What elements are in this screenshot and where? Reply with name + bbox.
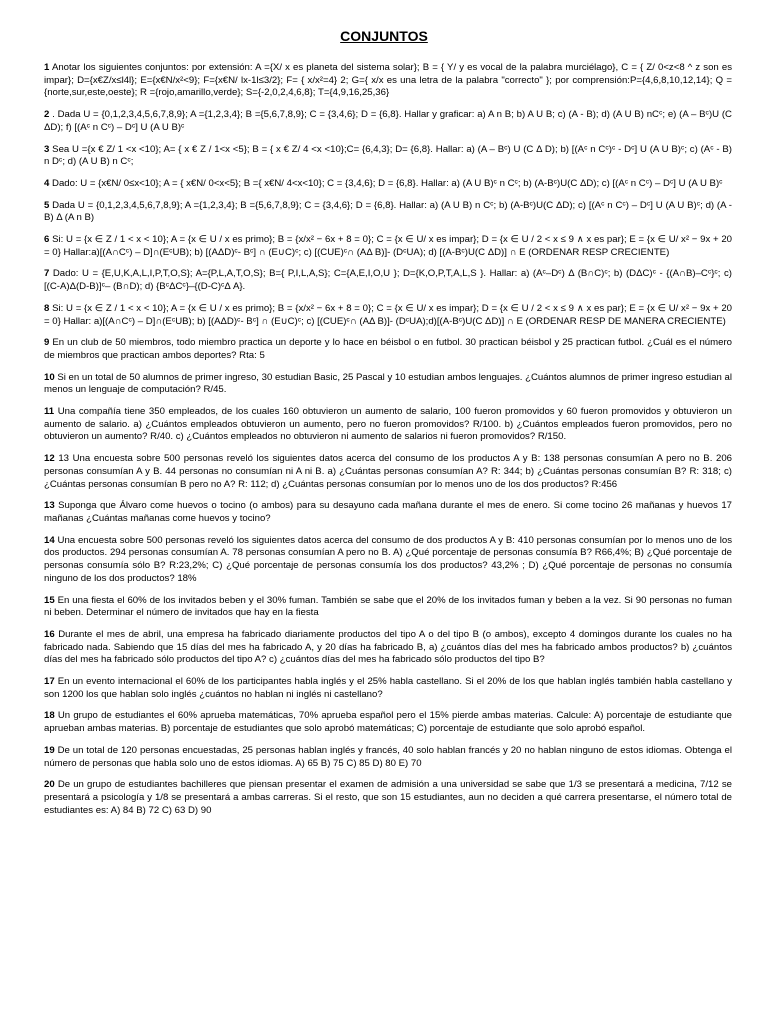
exercise-item	[44, 406, 732, 444]
exercise-text: Un grupo de estudiantes el 60% aprueba matemáticas, 70% aprueba español pero el 15% pierde ambas materias. Calcule: A) porcentaje de estudiante que aprueban ambas materias. B) porcentaje de estudiantes que solo aprobó matemáticas; C) porcentaje de estudiante que solo aprobó español.	[44, 710, 732, 735]
exercise-number: 18	[44, 710, 55, 722]
exercise-item	[44, 500, 732, 525]
exercise-spacer	[44, 100, 732, 109]
exercise-item	[44, 535, 732, 586]
exercise-text: De un grupo de estudiantes bachilleres que piensan presentar el examen de admisión a una universidad se sabe que 1/3 se presentará a medicina, 7/12 se presentará a psicología y 1/8 se presentará a ambas carreras. Si el resto, que son 15 estudiantes, aun no deciden a qué carrera presentarse, el número total de estudiantes es: A) 84 B) 72 C) 63 D) 90	[44, 779, 732, 816]
exercise-item	[44, 595, 732, 620]
exercise-number: 6	[44, 234, 50, 246]
exercise-spacer	[44, 363, 732, 372]
exercise-item	[44, 268, 732, 293]
exercise-item	[44, 337, 732, 362]
exercise-spacer	[44, 736, 732, 745]
exercise-item	[44, 453, 732, 491]
exercise-spacer	[44, 328, 732, 337]
exercise-number: 20	[44, 779, 55, 791]
exercise-spacer	[44, 526, 732, 535]
exercise-number: 10	[44, 371, 55, 383]
exercise-spacer	[44, 259, 732, 268]
exercise-text: Una compañía tiene 350 empleados, de los cuales 160 obtuvieron un aumento de salario, 100 fueron promovidos y 60 fueron promovidos y obtuvieron un aumento de salario. a) ¿Cuántos empleados obtuvieron un aumento, pero no fueron promovidos? R/100. b) ¿Cuántos empleados fueron promovidos, pero no obtuvieron un aumento? R/40. c) ¿Cuántos empleados no obtuvieron ni aumento de salarios ni fueron promovidos? R/150.	[44, 406, 732, 443]
exercise-number: 19	[44, 744, 55, 756]
exercise-number: 17	[44, 676, 55, 688]
exercise-number: 9	[44, 337, 50, 349]
exercise-item	[44, 234, 732, 259]
exercise-item	[44, 676, 732, 701]
exercise-item	[44, 779, 732, 817]
exercise-list	[44, 62, 732, 817]
exercise-number: 3	[44, 143, 50, 155]
exercise-item	[44, 710, 732, 735]
exercise-text: Dada U = {0,1,2,3,4,5,6,7,8,9}; A ={1,2,3,4}; B ={5,6,7,8,9}; C = {3,4,6}; D = {6,8}. Hallar: a) (A U B) n Cᶜ; b) (A-Bᶜ)U(C ΔD); c) [(Aᶜ n Cᶜ) – Dᶜ] U (A U B)ᶜ; d) (A - B) Δ (A n B)	[44, 199, 732, 224]
exercise-spacer	[44, 491, 732, 500]
exercise-number: 11	[44, 406, 55, 418]
exercise-text: Si en un total de 50 alumnos de primer ingreso, 30 estudian Basic, 25 Pascal y 10 estudian ambos lenguajes. ¿Cuántos alumnos de primer ingreso estudian al menos un lenguaje de computación? R/45.	[44, 371, 732, 396]
exercise-number: 4	[44, 177, 50, 189]
exercise-text: Durante el mes de abril, una empresa ha fabricado diariamente productos del tipo A o del tipo B (o ambos), excepto 4 domingos durante los cuales no ha fabricado nada. Sabiendo que 15 días del mes ha fabricado A, y 20 días ha fabricado B, a) ¿cuántos días del mes ha fabricado ambos productos? b) ¿cuántos días del mes ha fabricado sólo productos del tipo A? c) ¿cuántos días del mes ha fabricado sólo productos del tipo B?	[44, 628, 732, 666]
exercise-number: 5	[44, 199, 50, 211]
exercise-item	[44, 629, 732, 667]
exercise-number: 16	[44, 628, 55, 640]
exercise-number: 7	[44, 268, 50, 280]
exercise-number: 2	[44, 109, 50, 121]
exercise-item	[44, 303, 732, 328]
exercise-spacer	[44, 701, 732, 710]
exercise-text: Si: U = {x ∈ Z / 1 < x < 10}; A = {x ∈ U / x es primo}; B = {x/x² − 6x + 8 = 0}; C = {x ∈ U/ x es impar}; D = {x ∈ U / 2 < x ≤ 9 ∧ x es par}; E = {x ∈ U/ x² − 9x + 20 = 0} Hallar: a)[(A∩Cᶜ) – D]∩(EᶜUB); b) [(AΔD)ᶜ- Bᶜ] ∩ (E∪C)ᶜ; c) [(CUE)ᶜ∩ (AΔ B)]- (DᶜUA);d)[(A-Bᶜ)U(C ΔD)] ∩ E (ORDENAR RESP DE MANERA CRECIENTE)	[44, 302, 732, 327]
exercise-item	[44, 109, 732, 134]
exercise-spacer	[44, 444, 732, 453]
exercise-number: 15	[44, 594, 55, 606]
exercise-text: En una fiesta el 60% de los invitados beben y el 30% fuman. También se sabe que el 20% de los invitados fuman y beben a la vez. Si 90 personas no fuman ni beben. Determinar el número de invitados que hay en la fiesta	[44, 594, 732, 619]
exercise-text: En un evento internacional el 60% de los participantes habla inglés y el 25% habla castellano. Si el 20% de los que hablan inglés también habla castellano y son 1200 los que hablan solo inglés ¿cuántos no hablan ni inglés ni castellano?	[44, 676, 732, 700]
exercise-number: 12	[44, 453, 55, 465]
exercise-spacer	[44, 294, 732, 303]
exercise-item	[44, 200, 732, 225]
exercise-item	[44, 62, 732, 100]
exercise-number: 14	[44, 534, 55, 546]
exercise-spacer	[44, 770, 732, 779]
exercise-text: Suponga que Álvaro come huevos o tocino (o ambos) para su desayuno cada mañana durante el mes de enero. Si come tocino 26 mañanas y huevos 17 mañanas ¿Cuántas mañanas come huevos y tocino?	[44, 500, 732, 524]
exercise-text: Sea U ={x € Z/ 1 <x <10}; A= { x € Z / 1<x <5}; B = { x € Z/ 4 <x <10};C= {6,4,3}; D= {6,8}. Hallar: a) (A – Bᶜ) U (C Δ D); b) [(Aᶜ n Cᶜ)ᶜ - Dᶜ] U (A U B)ᶜ; c) (Aᶜ - B) n Dᶜ; d) (A U B) n Cᶜ;	[44, 143, 733, 168]
exercise-item	[44, 372, 732, 397]
exercise-text: Dado: U = {x€N/ 0≤x<10}; A = { x€N/ 0<x<5}; B ={ x€N/ 4<x<10}; C = {3,4,6}; D = {6,8}. Hallar: a) (A U B)ᶜ n Cᶜ; b) (A-Bᶜ)U(C ΔD); c) [(Aᶜ n Cᶜ) – Dᶜ] U (A U B)ᶜ	[52, 177, 723, 189]
exercise-text: Si: U = {x ∈ Z / 1 < x < 10}; A = {x ∈ U / x es primo}; B = {x/x² − 6x + 8 = 0}; C = {x ∈ U/ x es impar}; D = {x ∈ U / 2 < x ≤ 9 ∧ x es par}; E = {x ∈ U/ x² − 9x + 20 = 0} Hallar:a)[(A∩Cᶜ) – D]∩(EᶜUB); b) [(AΔD)ᶜ- Bᶜ] ∩ (E∪C)ᶜ; c) [(CUE)ᶜ∩ (AΔ B)]- (DᶜUA); d) [(A-Bᶜ)U(C ΔD)] ∩ E (ORDENAR RESP CRECIENTE)	[44, 234, 732, 258]
exercise-text: De un total de 120 personas encuestadas, 25 personas hablan inglés y francés, 40 solo hablan francés y 20 no hablan ninguno de estos idiomas. Obtenga el número de personas que habla solo uno de estos idiomas. A) 65 B) 75 C) 85 D) 80 E) 70	[44, 744, 732, 769]
exercise-spacer	[44, 397, 732, 406]
exercise-spacer	[44, 191, 732, 200]
exercise-item	[44, 745, 732, 770]
exercise-spacer	[44, 586, 732, 595]
exercise-item	[44, 178, 732, 191]
page-title: CONJUNTOS	[340, 28, 428, 44]
exercise-number: 13	[44, 500, 55, 512]
exercise-spacer	[44, 169, 732, 178]
exercise-text: Anotar los siguientes conjuntos: por extensión: A ={X/ x es planeta del sistema solar}; B = { Y/ y es vocal de la palabra murciélago}, C = { Z/ 0<z<8 ^ z son es impar}; D={x€Z/x≤l4l}; E={x€N/x²<9}; F={x€N/ lx-1l≤3/2}; F= { x/x²=4} 2; G={ x/x es una letra de la palabra "correcto" }; por comprensión:P={4,6,8,10,12,14}; Q ={norte,sur,este,oeste}; R ={rojo,amarillo,verde}; S={-2,0,2,4,6,8}; T={4,9,16,25,36}	[44, 62, 732, 99]
exercise-spacer	[44, 135, 732, 144]
exercise-spacer	[44, 225, 732, 234]
exercise-text: 13 Una encuesta sobre 500 personas reveló los siguientes datos acerca del consumo de los productos A y B: 138 personas consumían A pero no B. 206 personas consumían A y B. 44 personas no consumían ni A ni B. a) ¿Cuántas personas consumían A? R: 344; b) ¿Cuántas personas consumían B? R: 318; c) ¿Cuántas personas consumían B pero no A? R: 112; d) ¿Cuántas personas consumían por lo menos uno de los dos productos? R:456	[44, 453, 732, 490]
exercise-text: Dado: U = {E,U,K,A,L,I,P,T,O,S}; A={P,L,A,T,O,S}; B={ P,I,L,A,S}; C={A,E,I,O,U }; D={K,O,P,T,A,L,S }. Hallar: a) (Aᶜ–Dᶜ) Δ (B∩C)ᶜ; b) (DΔC)ᶜ - {(A∩B)–Cᶜ}ᶜ; c) [(C-A)Δ(D-B)]ᶜ– (B∩D); d) {BᶜΔCᶜ}–{(D-C)ᶜΔ A}.	[44, 268, 732, 293]
exercise-item	[44, 144, 732, 169]
exercise-spacer	[44, 620, 732, 629]
exercise-text: Una encuesta sobre 500 personas reveló los siguientes datos acerca del consumo de dos productos A y B: 410 personas consumían por lo menos uno de los dos productos. 294 personas consumían A. 78 personas consumían A pero no B. A) ¿Qué porcentaje de personas consumía B? R66,4%; B) ¿Qué porcentaje de personas consumía sólo B? R:23,2%; C) ¿Qué porcentaje de personas consumía los dos productos? 43,2% ; D) ¿Qué porcentaje de personas no consumía ninguno de los dos productos? 18%	[44, 534, 732, 584]
exercise-text: En un club de 50 miembros, todo miembro practica un deporte y lo hace en béisbol o en futbol. 30 practican béisbol y 25 practican futbol. ¿Cuál es el número de miembros que practican ambos deportes? Rta: 5	[44, 337, 732, 361]
exercise-text: . Dada U = {0,1,2,3,4,5,6,7,8,9}; A ={1,2,3,4}; B ={5,6,7,8,9}; C = {3,4,6}; D = {6,8}. Hallar y graficar: a) A n B; b) A U B; c) (A - B); d) (A U B) nCᶜ; e) (A – Bᶜ)U (C ΔD); f) [(Aᶜ n Cᶜ) – Dᶜ] U (A U B)ᶜ	[44, 109, 732, 133]
exercise-number: 8	[44, 302, 50, 314]
exercise-spacer	[44, 667, 732, 676]
exercise-number: 1	[44, 62, 50, 73]
